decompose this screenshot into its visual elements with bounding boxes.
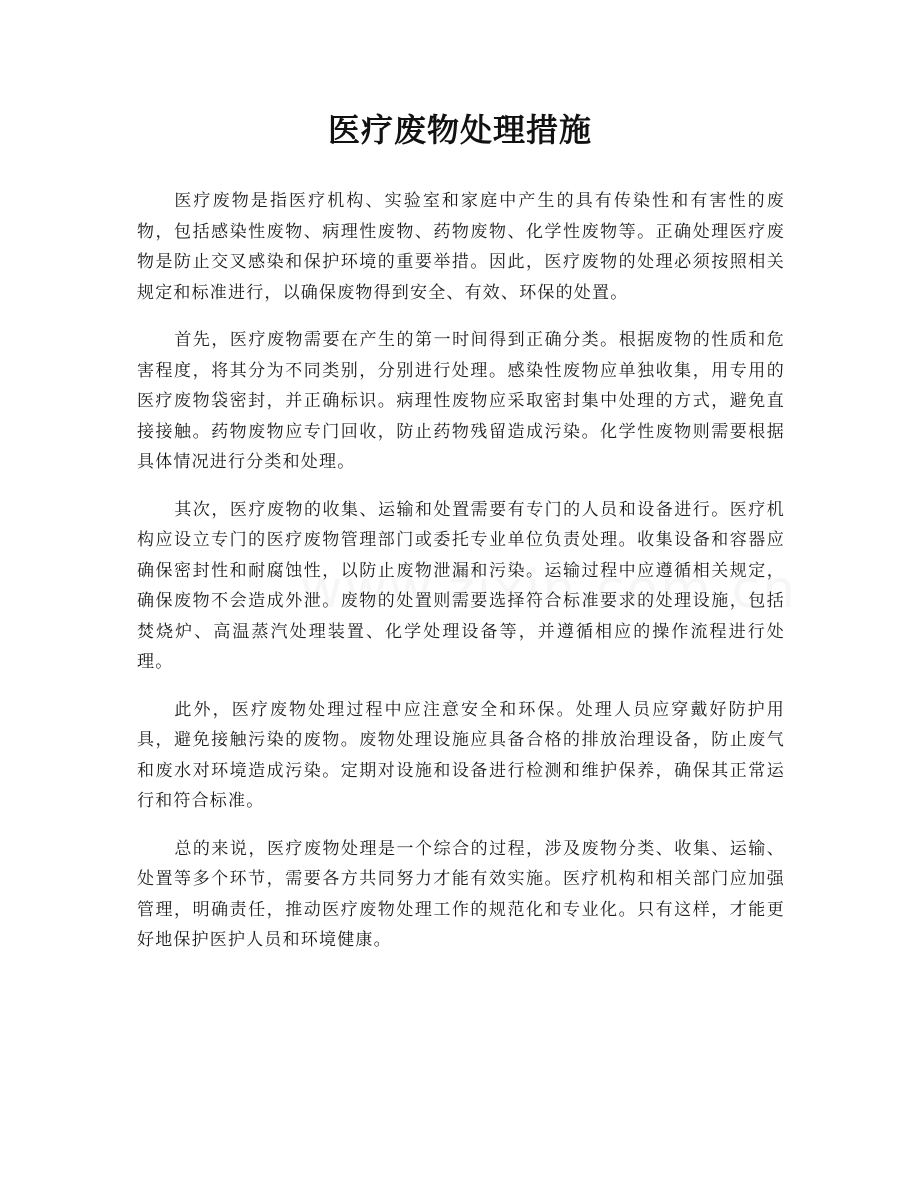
paragraph-conclusion: 总的来说，医疗废物处理是一个综合的过程，涉及废物分类、收集、运输、处置等多个环节，需要各方共同努力才能有效实施。医疗机构和相关部门应加强管理，明确责任，推动医疗废物处理工作的规范化和专业化。只有这样，才能更好地保护医护人员和环境健康。 — [137, 838, 785, 950]
document-body — [137, 186, 785, 973]
document-title: 医疗废物处理措施 — [327, 111, 592, 149]
paragraph-safety: 此外，医疗废物处理过程中应注意安全和环保。处理人员应穿戴好防护用具，避免接触污染的废物。废物处理设施应具备合格的排放治理设备，防止废气和废水对环境造成污染。定期对设施和设备进行检测和维护保养，确保其正常运行和符合标准。 — [137, 699, 785, 811]
paragraph-intro: 医疗废物是指医疗机构、实验室和家庭中产生的具有传染性和有害性的废物，包括感染性废物、病理性废物、药物废物、化学性废物等。正确处理医疗废物是防止交叉感染和保护环境的重要举措。因此，医疗废物的处理必须按照相关规定和标准进行，以确保废物得到安全、有效、环保的处置。 — [137, 191, 785, 303]
paragraph-collection-transport: 其次，医疗废物的收集、运输和处置需要有专门的人员和设备进行。医疗机构应设立专门的医疗废物管理部门或委托专业单位负责处理。收集设备和容器应确保密封性和耐腐蚀性，以防止废物泄漏和污染。运输过程中应遵循相关规定，确保废物不会造成外泄。废物的处置则需要选择符合标准要求的处理设施，包括焚烧炉、高温蒸汽处理装置、化学处理设备等，并遵循相应的操作流程进行处理。 — [137, 499, 785, 672]
paragraph-classification: 首先，医疗废物需要在产生的第一时间得到正确分类。根据废物的性质和危害程度，将其分为不同类别，分别进行处理。感染性废物应单独收集，用专用的医疗废物袋密封，并正确标识。病理性废物应采取密封集中处理的方式，避免直接接触。药物废物应专门回收，防止药物残留造成污染。化学性废物则需要根据具体情况进行分类和处理。 — [137, 330, 785, 472]
